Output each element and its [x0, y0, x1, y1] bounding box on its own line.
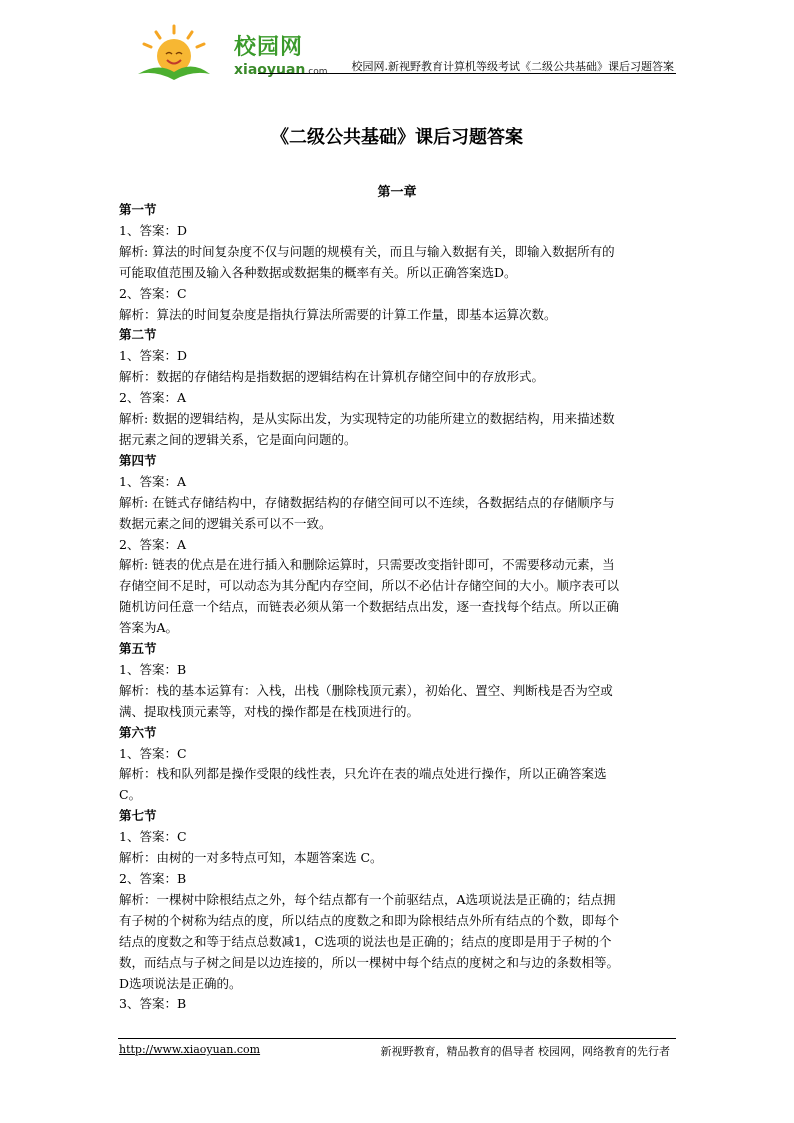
body-line: 存储空间不足时，可以动态为其分配内存空间，所以不必估计存储空间的大小。顺序表可以	[119, 578, 620, 594]
body-line: 解析: 算法的时间复杂度不仅与问题的规模有关，而且与输入数据有关，即输入数据所有的	[119, 243, 615, 259]
body-line: 满、提取栈顶元素等，对栈的操作都是在栈顶进行的。	[119, 703, 420, 719]
body-line: 解析: 数据的逻辑结构，是从实际出发，为实现特定的功能所建立的数据结构，用来描述数	[119, 411, 615, 427]
body-line: 解析：数据的存储结构是指数据的逻辑结构在计算机存储空间中的存放形式。	[119, 369, 545, 385]
body-line: C。	[119, 787, 142, 803]
body-line: D选项说法是正确的。	[119, 975, 242, 991]
body-line: 3、答案：B	[119, 996, 187, 1012]
chapter-heading: 第一章	[377, 185, 417, 200]
body-line: 据元素之间的逻辑关系，它是面向问题的。	[119, 431, 357, 447]
header-divider	[258, 73, 676, 74]
body-line: 有子树的个树称为结点的度，所以结点的度数之和即为除根结点外所有结点的个数，即每个	[119, 912, 620, 928]
section-heading: 第五节	[119, 641, 157, 657]
footer-divider	[118, 1038, 676, 1039]
sun-logo-icon	[136, 24, 212, 80]
document-title: 《二级公共基础》课后习题答案	[271, 127, 523, 148]
xiaoyuan-logo	[136, 24, 336, 80]
body-line: 1、答案：C	[119, 745, 187, 761]
body-line: 数据元素之间的逻辑关系可以不一致。	[119, 515, 332, 531]
logo-en-main: xiaoyuan	[234, 62, 306, 78]
body-line: 数，而结点与子树之间是以边连接的，所以一棵树中每个结点的度树之和与边的条数相等。	[119, 954, 620, 970]
body-line: 随机访问任意一个结点，而链表必须从第一个数据结点出发，逐一查找每个结点。所以正确	[119, 599, 620, 615]
body-line: 2、答案：A	[119, 390, 186, 406]
section-heading: 第二节	[119, 327, 157, 343]
section-heading: 第六节	[119, 724, 157, 740]
body-line: 解析: 链表的优点是在进行插入和删除运算时，只需要改变指针即可，不需要移动元素，当	[119, 557, 615, 573]
body-line: 答案为A。	[119, 620, 179, 636]
body-line: 解析：算法的时间复杂度是指执行算法所需要的计算工作量，即基本运算次数。	[119, 306, 557, 322]
body-line: 1、答案：B	[119, 661, 187, 677]
body-line: 2、答案：A	[119, 536, 186, 552]
logo-english-text	[234, 62, 328, 78]
body-line: 可能取值范围及输入各种数据或数据集的概率有关。所以正确答案选D。	[119, 264, 517, 280]
footer-slogan: 新视野教育，精品教育的倡导者 校园网，网络教育的先行者	[380, 1045, 670, 1058]
footer-website-link[interactable]: http://www.xiaoyuan.com	[119, 1043, 261, 1056]
page-header	[118, 14, 676, 78]
body-line: 结点的度数之和等于结点总数减1，C选项的说法也是正确的；结点的度即是用于子树的个	[119, 933, 612, 949]
body-line: 解析：由树的一对多特点可知，本题答案选 C。	[119, 850, 383, 866]
body-line: 2、答案：B	[119, 871, 187, 886]
header-caption: 校园网.新视野教育计算机等级考试《二级公共基础》课后习题答案	[351, 60, 674, 73]
body-line: 解析：栈和队列都是操作受限的线性表，只允许在表的端点处进行操作，所以正确答案选	[119, 766, 607, 782]
body-line: 1、答案：D	[119, 348, 187, 364]
logo-en-com: .com	[305, 67, 328, 77]
body-line: 解析：栈的基本运算有：入栈，出栈（删除栈顶元素），初始化、置空、判断栈是否为空或	[119, 682, 613, 698]
document-body	[119, 200, 679, 1015]
body-line: 1、答案：A	[119, 473, 186, 489]
body-line: 解析：一棵树中除根结点之外，每个结点都有一个前驱结点，A选项说法是正确的；结点拥	[119, 891, 616, 907]
body-line: 1、答案：C	[119, 829, 187, 845]
section-heading: 第四节	[119, 452, 157, 468]
body-line: 2、答案：C	[119, 285, 187, 301]
section-heading: 第一节	[119, 202, 157, 217]
section-heading: 第七节	[119, 808, 157, 824]
body-line: 1、答案：D	[119, 222, 187, 238]
body-line: 解析: 在链式存储结构中，存储数据结构的存储空间可以不连续，各数据结点的存储顺序与	[119, 494, 615, 510]
logo-chinese-text: 校园网	[234, 35, 304, 60]
